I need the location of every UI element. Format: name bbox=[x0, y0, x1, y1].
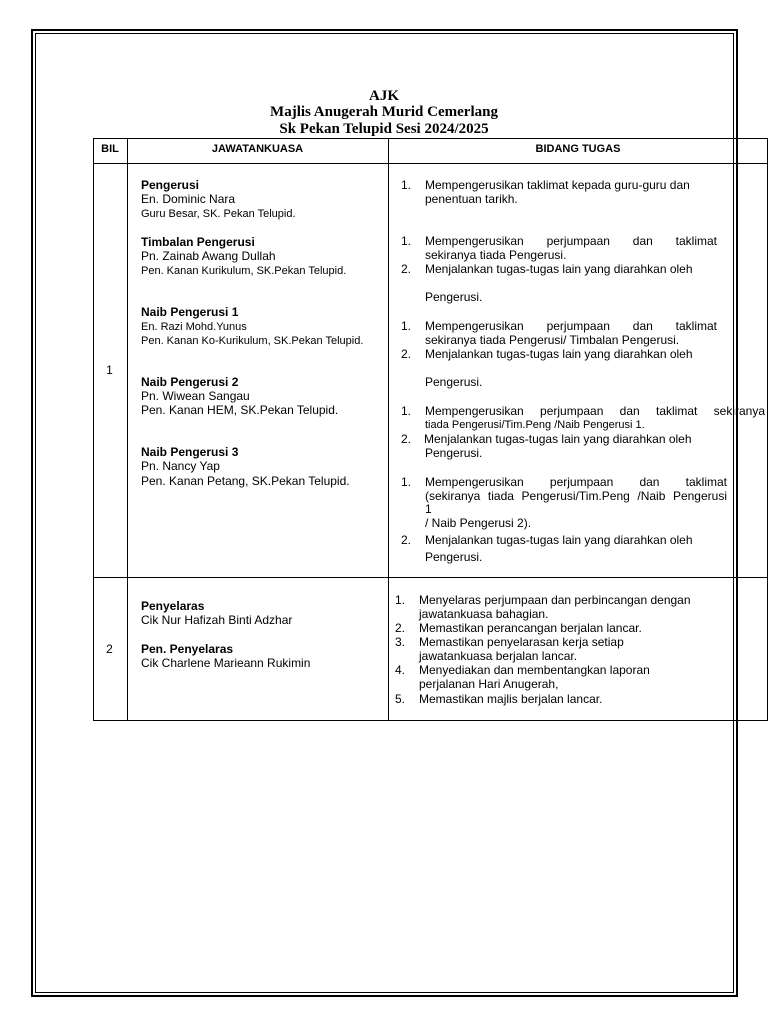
position-pengerusi: Guru Besar, SK. Pekan Telupid. bbox=[141, 208, 296, 220]
name-timbalan: Pn. Zainab Awang Dullah bbox=[141, 249, 276, 263]
role-naib1: Naib Pengerusi 1 bbox=[141, 305, 239, 319]
role-penyelaras: Penyelaras bbox=[141, 599, 205, 613]
task-text: Menjalankan tugas-tugas lain yang diarahkan oleh bbox=[424, 432, 692, 446]
task-text: Pengerusi. bbox=[425, 375, 483, 389]
role-pen-penyelaras: Pen. Penyelaras bbox=[141, 642, 234, 656]
task-text: jawatankuasa berjalan lancar. bbox=[419, 649, 578, 663]
task-text: Memastikan penyelarasan kerja setiap bbox=[419, 635, 624, 649]
doc-title: AJK bbox=[369, 88, 399, 104]
task-text: sekiranya tiada Pengerusi. bbox=[425, 248, 567, 262]
row1-bil: 1 bbox=[106, 363, 113, 377]
task-number: 1. bbox=[401, 319, 412, 333]
task-number: 5. bbox=[395, 692, 406, 706]
task-text: Memastikan perancangan berjalan lancar. bbox=[419, 621, 642, 635]
task-text: sekiranya tiada Pengerusi/ Timbalan Pengerusi. bbox=[425, 333, 680, 347]
task-text: Menyediakan dan membentangkan laporan bbox=[419, 663, 650, 677]
task-text: Menjalankan tugas-tugas lain yang diarahkan oleh bbox=[425, 262, 693, 276]
page-border-inner bbox=[35, 33, 734, 993]
name-naib2: Pn. Wiwean Sangau bbox=[141, 389, 250, 403]
role-timbalan: Timbalan Pengerusi bbox=[141, 235, 255, 249]
task-number: 4. bbox=[395, 663, 406, 677]
position-naib1: Pen. Kanan Ko-Kurikulum, SK.Pekan Telupid. bbox=[141, 335, 364, 347]
name-naib3: Pn. Nancy Yap bbox=[141, 459, 220, 473]
name-pengerusi: En. Dominic Nara bbox=[141, 192, 236, 206]
task-text: Mempengerusikan perjumpaan dan taklimat bbox=[425, 319, 717, 333]
task-text: penentuan tarikh. bbox=[425, 192, 518, 206]
task-number: 2. bbox=[401, 533, 412, 547]
position-timbalan: Pen. Kanan Kurikulum, SK.Pekan Telupid. bbox=[141, 265, 347, 277]
task-text: / Naib Pengerusi 2). bbox=[425, 516, 532, 530]
task-number: 3. bbox=[395, 635, 406, 649]
task-text: Menyelaras perjumpaan dan perbincangan dengan bbox=[419, 593, 691, 607]
task-text: Menjalankan tugas-tugas lain yang diarahkan oleh bbox=[425, 533, 693, 547]
task-text: 1 bbox=[425, 502, 432, 516]
name-penyelaras: Cik Nur Hafizah Binti Adzhar bbox=[141, 613, 293, 627]
task-text: Mempengerusikan perjumpaan dan taklimat sekiranya bbox=[425, 404, 765, 418]
role-naib3: Naib Pengerusi 3 bbox=[141, 445, 239, 459]
task-text: tiada Pengerusi/Tim.Peng /Naib Pengerusi 1. bbox=[425, 419, 645, 431]
task-number: 1. bbox=[401, 178, 412, 192]
position-naib3: Pen. Kanan Petang, SK.Pekan Telupid. bbox=[141, 474, 350, 488]
task-number: 1. bbox=[395, 593, 406, 607]
task-text: perjalanan Hari Anugerah, bbox=[419, 677, 559, 691]
task-text: Mempengerusikan perjumpaan dan taklimat bbox=[425, 234, 717, 248]
task-text: Mempengerusikan taklimat kepada guru-guru dan bbox=[425, 178, 690, 192]
header-bidang-tugas: BIDANG TUGAS bbox=[535, 143, 621, 155]
doc-subtitle: Majlis Anugerah Murid Cemerlang bbox=[270, 104, 498, 120]
task-text: Menjalankan tugas-tugas lain yang diarahkan oleh bbox=[425, 347, 693, 361]
task-text: Pengerusi. bbox=[425, 550, 483, 564]
position-naib2: Pen. Kanan HEM, SK.Pekan Telupid. bbox=[141, 403, 339, 417]
header-bil: BIL bbox=[101, 143, 119, 155]
task-text: Mempengerusikan perjumpaan dan taklimat bbox=[425, 475, 727, 489]
task-text: Pengerusi. bbox=[425, 290, 483, 304]
task-number: 2. bbox=[401, 347, 412, 361]
task-number: 2. bbox=[401, 262, 412, 276]
task-number: 1. bbox=[401, 475, 412, 489]
name-naib1: En. Razi Mohd.Yunus bbox=[141, 321, 247, 333]
role-naib2: Naib Pengerusi 2 bbox=[141, 375, 239, 389]
role-pengerusi: Pengerusi bbox=[141, 178, 200, 192]
task-text: Memastikan majlis berjalan lancar. bbox=[419, 692, 603, 706]
task-number: 1. bbox=[401, 404, 412, 418]
task-text: Pengerusi. bbox=[425, 446, 483, 460]
doc-session: Sk Pekan Telupid Sesi 2024/2025 bbox=[279, 121, 489, 137]
task-number: 2. bbox=[395, 621, 406, 635]
task-text: (sekiranya tiada Pengerusi/Tim.Peng /Naib Pengerusi bbox=[425, 489, 727, 503]
header-jawatankuasa: JAWATANKUASA bbox=[211, 143, 304, 155]
name-pen-penyelaras: Cik Charlene Marieann Rukimin bbox=[141, 656, 311, 670]
task-number: 1. bbox=[401, 234, 412, 248]
task-number: 2. bbox=[401, 432, 412, 446]
row2-bil: 2 bbox=[106, 642, 113, 656]
task-text: jawatankuasa bahagian. bbox=[419, 607, 549, 621]
